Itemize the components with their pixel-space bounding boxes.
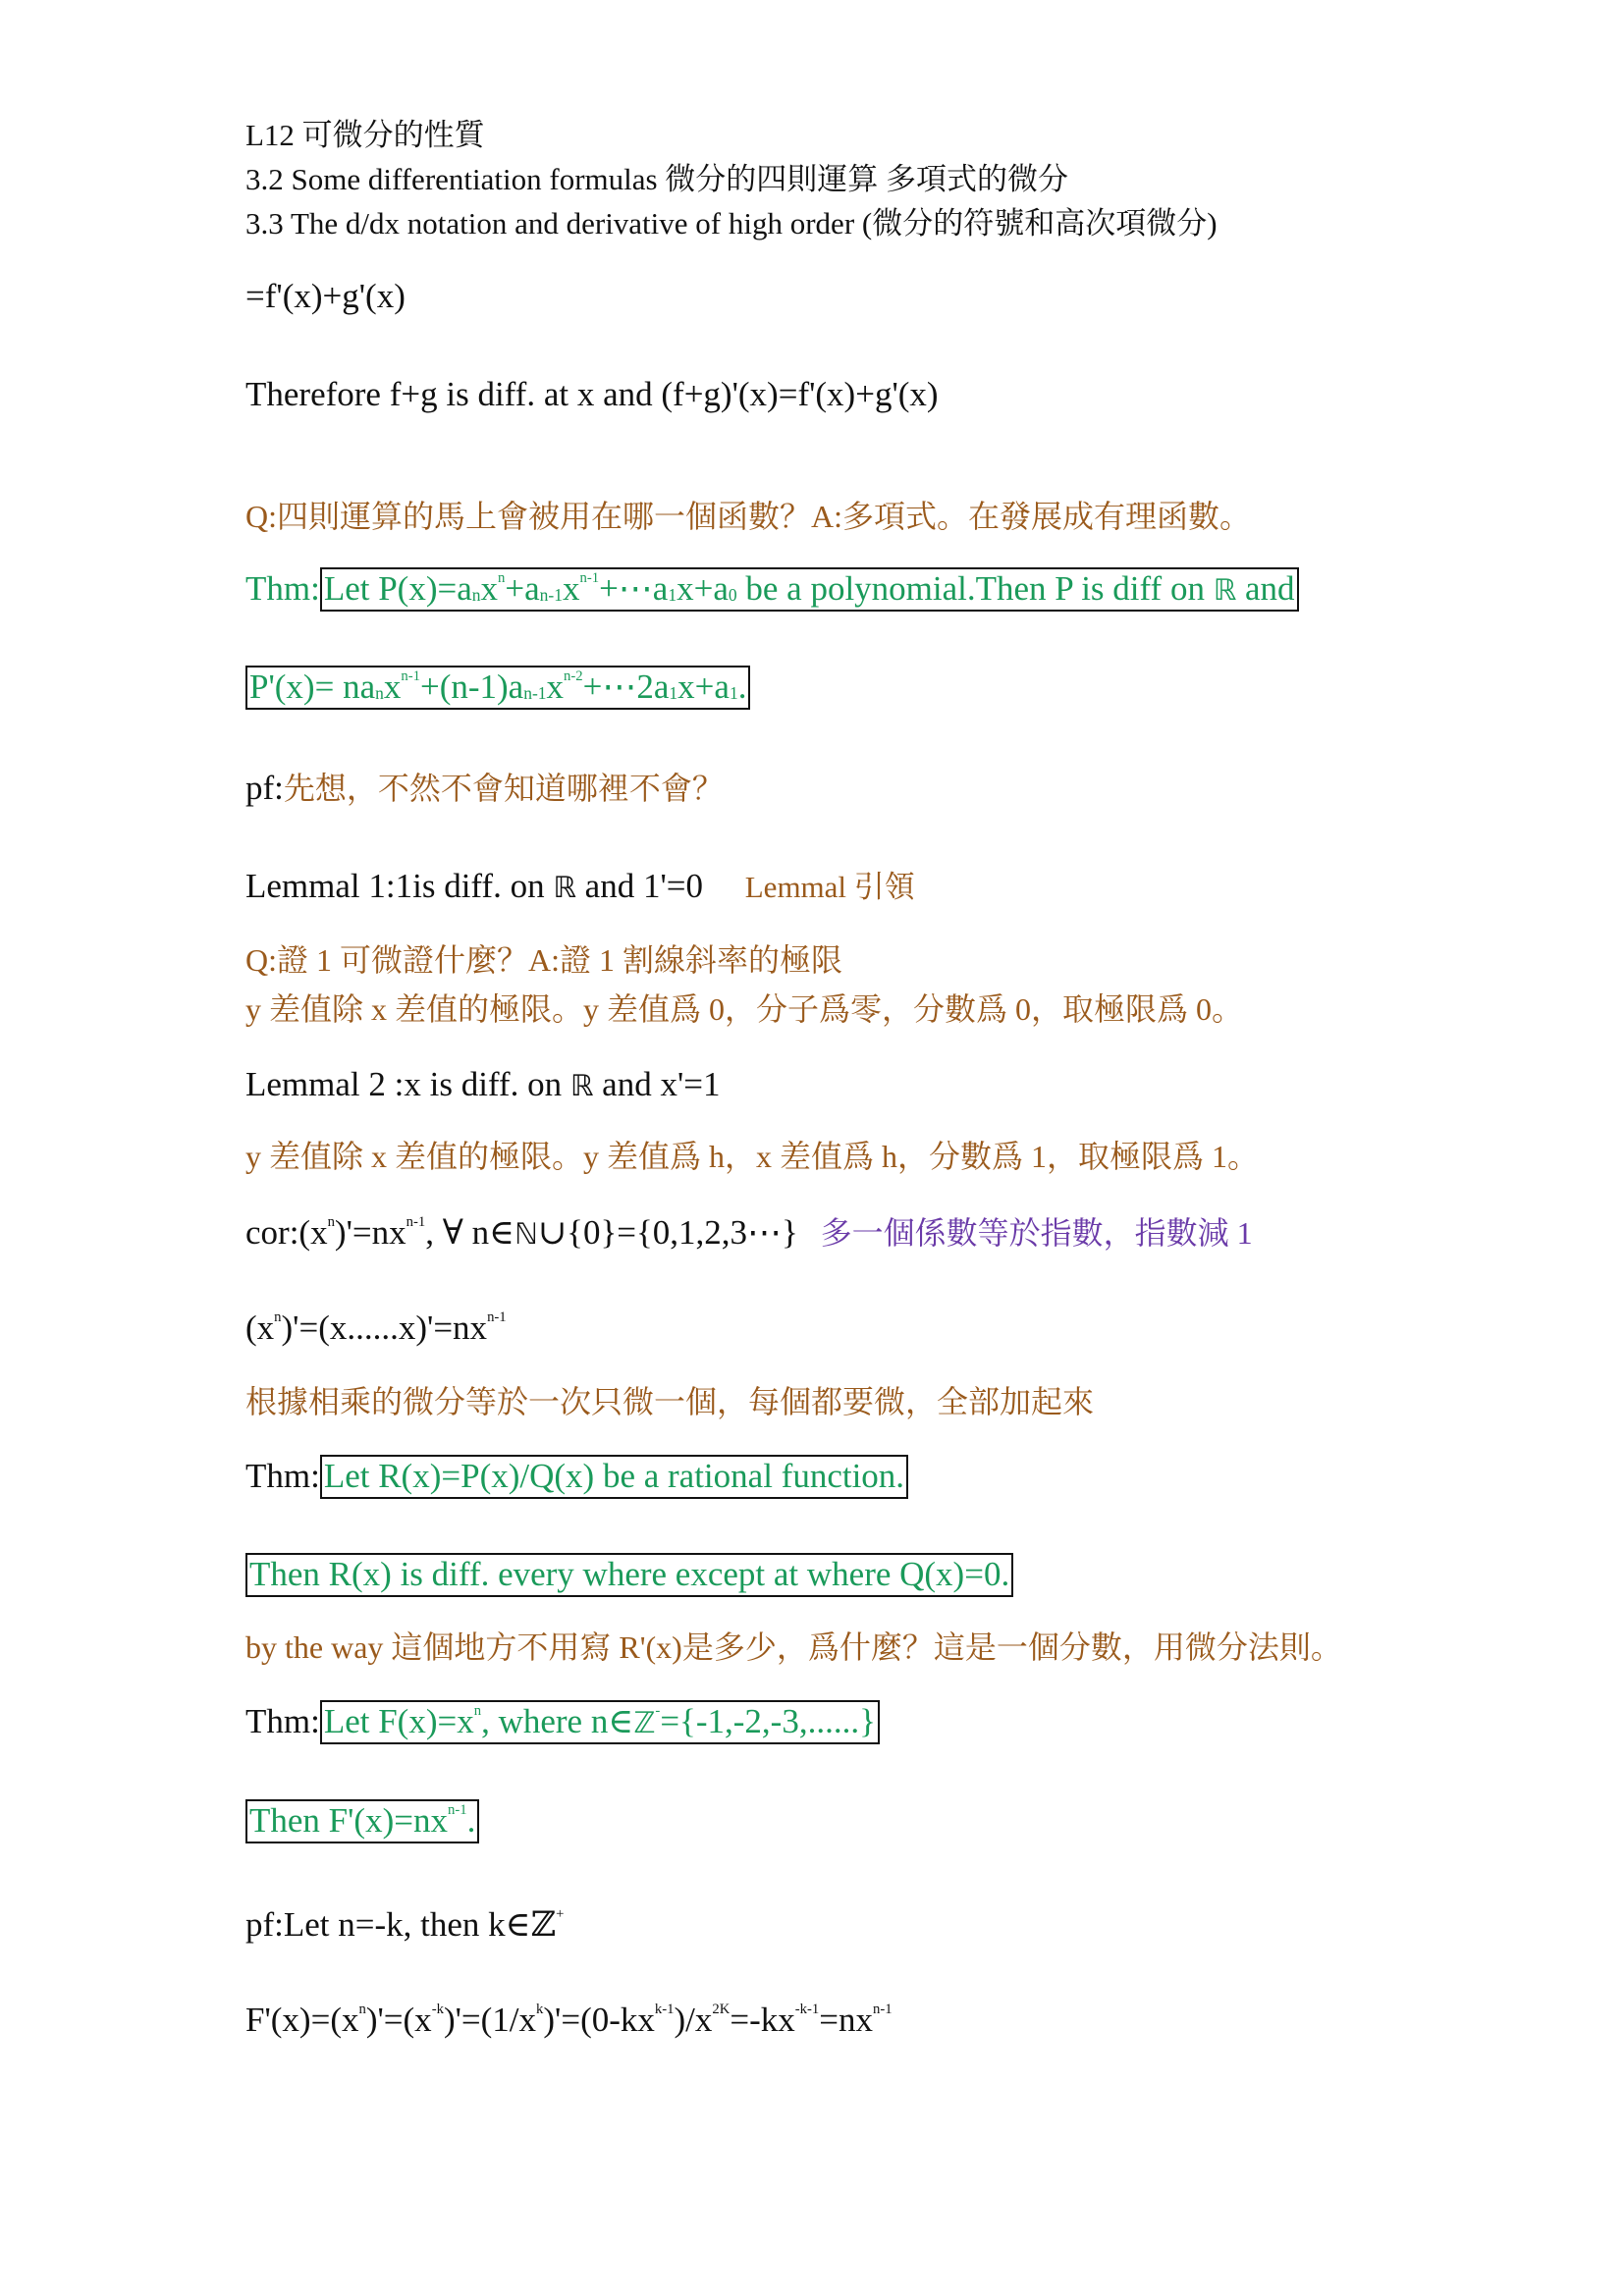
theorem-label: Thm:: [245, 569, 320, 608]
question-polynomial: Q:四則運算的馬上會被用在哪一個函數？A:多項式。在發展成有理函數。: [245, 499, 1252, 534]
power-rule-expansion: $(x^n)'=(x......x)'=nx^{n-1}$: [245, 1308, 507, 1347]
question-lemma-1: Q:證 1 可微證什麼？A:證 1 割線斜率的極限: [245, 942, 843, 978]
theorem-negative-power-line2: [245, 1799, 479, 1843]
lemma-2: Lemmal 2 :x is diff. on ℝ and x'=1: [245, 1065, 721, 1103]
lecture-title: L12 可微分的性質: [245, 118, 485, 152]
by-the-way-note: by the way 這個地方不用寫 R'(x)是多少，爲什麼？這是一個分數，用微分法則。: [245, 1629, 1342, 1665]
theorem-negative-power-conclusion-box: Then $F'(x)=nx^{n-1}$.: [245, 1799, 479, 1843]
sum-rule-conclusion: Therefore f+g is diff. at x and (f+g)'(x)=f'(x)+g'(x): [245, 375, 939, 413]
theorem-rational-box: Let R(x)=P(x)/Q(x) be a rational function.: [320, 1455, 908, 1499]
lemma-2-explanation: y 差值除 x 差值的極限。y 差值爲 h，x 差值爲 h，分數爲 1，取極限爲 1。: [245, 1139, 1260, 1174]
theorem-label: Thm:: [245, 1457, 320, 1495]
theorem-rational-conclusion-box: Then R(x) is diff. every where except at where Q(x)=0.: [245, 1553, 1013, 1597]
corollary-power-rule: $cor:(x^n)'=nx^{n-1}$, ∀ n∈ℕ∪{0}={0,1,2,3⋯} 多一個係數等於指數，指數減 1: [245, 1213, 1253, 1252]
product-rule-note: 根據相乘的微分等於一次只微一個，每個都要微，全部加起來: [245, 1384, 1095, 1419]
theorem-negative-power-line1: [245, 1700, 880, 1744]
sum-rule-result: =f'(x)+g'(x): [245, 277, 406, 315]
theorem-polynomial-derivative-box: $P'(x)= na_nx^{n-1}+(n-1)a_{n-1}x^{n-2}+\cdots 2a_1x+a_1$.: [245, 666, 750, 710]
corollary-note: 多一個係數等於指數，指數減 1: [820, 1215, 1253, 1251]
proof-negative-power: pf:Let n=-k, then k∈ℤ+: [245, 1905, 565, 1944]
theorem-polynomial-box: Let $P(x)=a_nx^n+a_{n-1}x^{n-1}+\cdots a_1x+a_0$ be a polynomial.Then P is diff on ℝ and: [320, 567, 1299, 612]
theorem-rational-line2: [245, 1553, 1013, 1597]
theorem-polynomial-line1: [245, 567, 1299, 612]
theorem-rational-line1: [245, 1455, 908, 1499]
lemma-note: Lemmal 引領: [744, 870, 915, 904]
proof-start: pf:先想，不然不會知道哪裡不會？: [245, 769, 724, 807]
proof-note: 先想，不然不會知道哪裡不會？: [283, 771, 724, 806]
theorem-label: Thm:: [245, 1702, 320, 1740]
lemma-1: Lemmal 1:1is diff. on ℝ and 1'=0 Lemmal 引領: [245, 867, 915, 905]
theorem-polynomial-line2: [245, 666, 750, 710]
section-3-2-title: 3.2 Some differentiation formulas 微分的四則運算 多項式的微分: [245, 162, 1069, 196]
proof-derivative-computation: $F'(x)=(x^n)'=(x^{-k})'=(1/x^k)'=(0-kx^{k-1})/x^{2K}=-kx^{-k-1}=nx^{n-1}$: [245, 2001, 893, 2039]
theorem-negative-power-box: Let $F(x)=x^n$, where n∈ℤ-={-1,-2,-3,......}: [320, 1700, 880, 1744]
section-3-3-title: 3.3 The d/dx notation and derivative of high order (微分的符號和高次項微分): [245, 206, 1218, 240]
lemma-1-explanation: y 差值除 x 差值的極限。y 差值爲 0，分子爲零，分數爲 0，取極限爲 0。: [245, 991, 1244, 1027]
